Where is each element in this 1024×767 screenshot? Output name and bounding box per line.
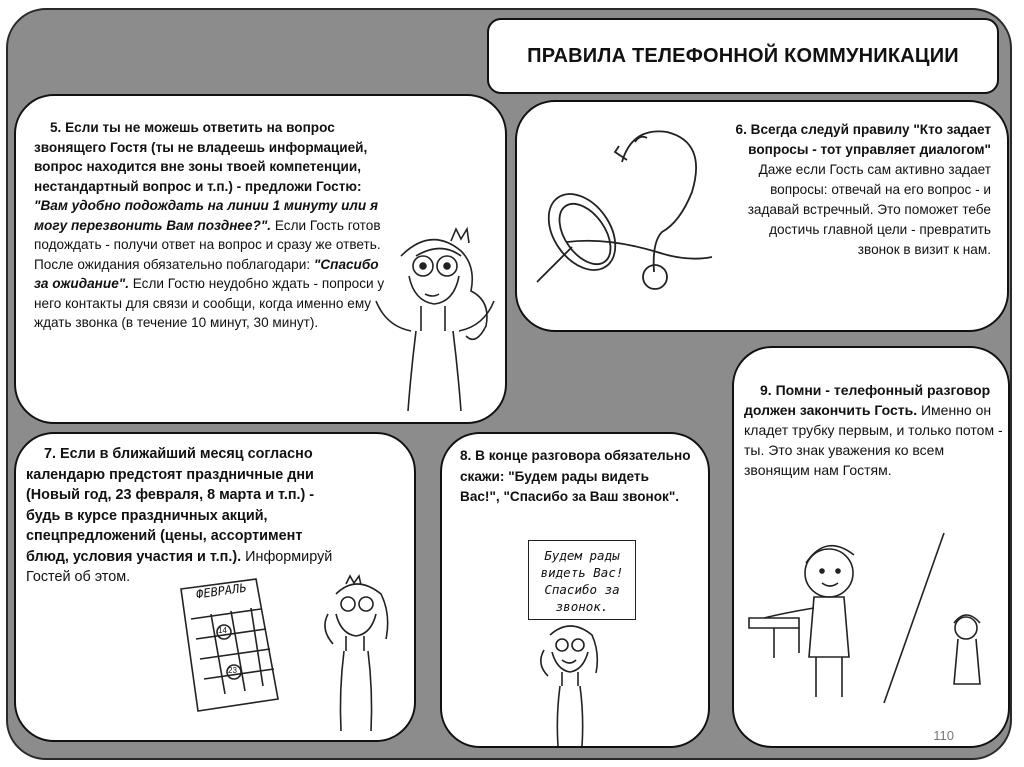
rule-7-body: Информируй Гостей об этом. xyxy=(26,548,333,585)
rule-5-thanks: "Спасибо за ожидание". xyxy=(34,256,379,291)
calendar-illustration xyxy=(176,574,286,714)
rule-9-text xyxy=(744,380,1006,480)
rule-8-heading: 8. В конце разговора обязательно скажи: "Будем рады видеть Вас!", "Спасибо за Ваш звонок". xyxy=(460,448,691,504)
rule-6-body: Даже если Гость сам активно задает вопросы: отвечай на его вопрос - и задавай встречный. Это поможет тебе достичь главной цели - превратить звонок в визит к нам. xyxy=(747,162,991,257)
boy-hanging-up-phone-illustration xyxy=(744,533,1004,713)
question-mark-lasso-illustration xyxy=(527,122,722,322)
rule-7-heading: 7. Если в ближайший месяц согласно календарю предстоят праздничные дни (Новый год, 23 февраля, 8 марта и т.п.) - будь в курсе праздничных акций, спецпредложений (цены, ассортимент блюд, условия участия и т.п.). xyxy=(26,446,315,565)
rule-7-panel xyxy=(14,432,416,742)
rule-6-heading: 6. Всегда следуй правилу "Кто задает вопросы - тот управляет диалогом" xyxy=(735,122,991,157)
rule-5-text xyxy=(34,118,386,333)
page-title-text: ПРАВИЛА ТЕЛЕФОННОЙ КОММУНИКАЦИИ xyxy=(527,44,959,67)
rule-9-heading: 9. Помни - телефонный разговор должен закончить Гость. xyxy=(744,382,991,418)
smiling-girl-on-phone-illustration xyxy=(522,620,612,748)
rule-9-panel xyxy=(732,346,1010,748)
rule-6-text xyxy=(729,120,991,260)
calendar-day-23: 23 xyxy=(228,666,237,675)
rule-5-heading: 5. Если ты не можешь ответить на вопрос звонящего Гостя (ты не владеешь информацией, вопрос находится вне зоны твоей компетенции, нестандартный вопрос и т.п.) - предложи Гостю: xyxy=(34,120,368,194)
speech-bubble xyxy=(528,540,636,620)
speech-bubble-text: Будем рады видеть Вас! Спасибо за звонок. xyxy=(540,548,624,614)
rule-5-panel xyxy=(14,94,507,424)
page-number: 110 xyxy=(933,728,954,743)
calendar-month-label: ФЕВРАЛЬ xyxy=(195,580,248,602)
rule-5-body-2: Если Гостю неудобно ждать - попроси у него контакты для связи и сообщи, когда именно ему ждать звонка (в течение 10 минут, 30 минут). xyxy=(34,276,385,330)
girl-on-phone-illustration xyxy=(306,574,396,734)
rule-6-panel xyxy=(515,100,1009,332)
rule-9-body: Именно он кладет трубку первым, и только потом - ты. Это знак уважения ко всем звонящим нам Гостям. xyxy=(744,402,1003,478)
rule-5-body-1: Если Гость готов подождать - получи ответ на вопрос и сразу же ответь. После ожидания обязательно поблагодари: xyxy=(34,217,381,272)
page-title xyxy=(487,18,999,94)
rule-8-panel xyxy=(440,432,710,748)
girl-shrugging-illustration xyxy=(361,216,501,416)
rule-8-text xyxy=(460,446,692,508)
calendar-day-14: 14 xyxy=(218,626,227,635)
rule-7-text xyxy=(26,444,338,588)
rule-5-quote: "Вам удобно подождать на линии 1 минуту или я могу перезвонить Вам позднее?". xyxy=(34,198,378,233)
